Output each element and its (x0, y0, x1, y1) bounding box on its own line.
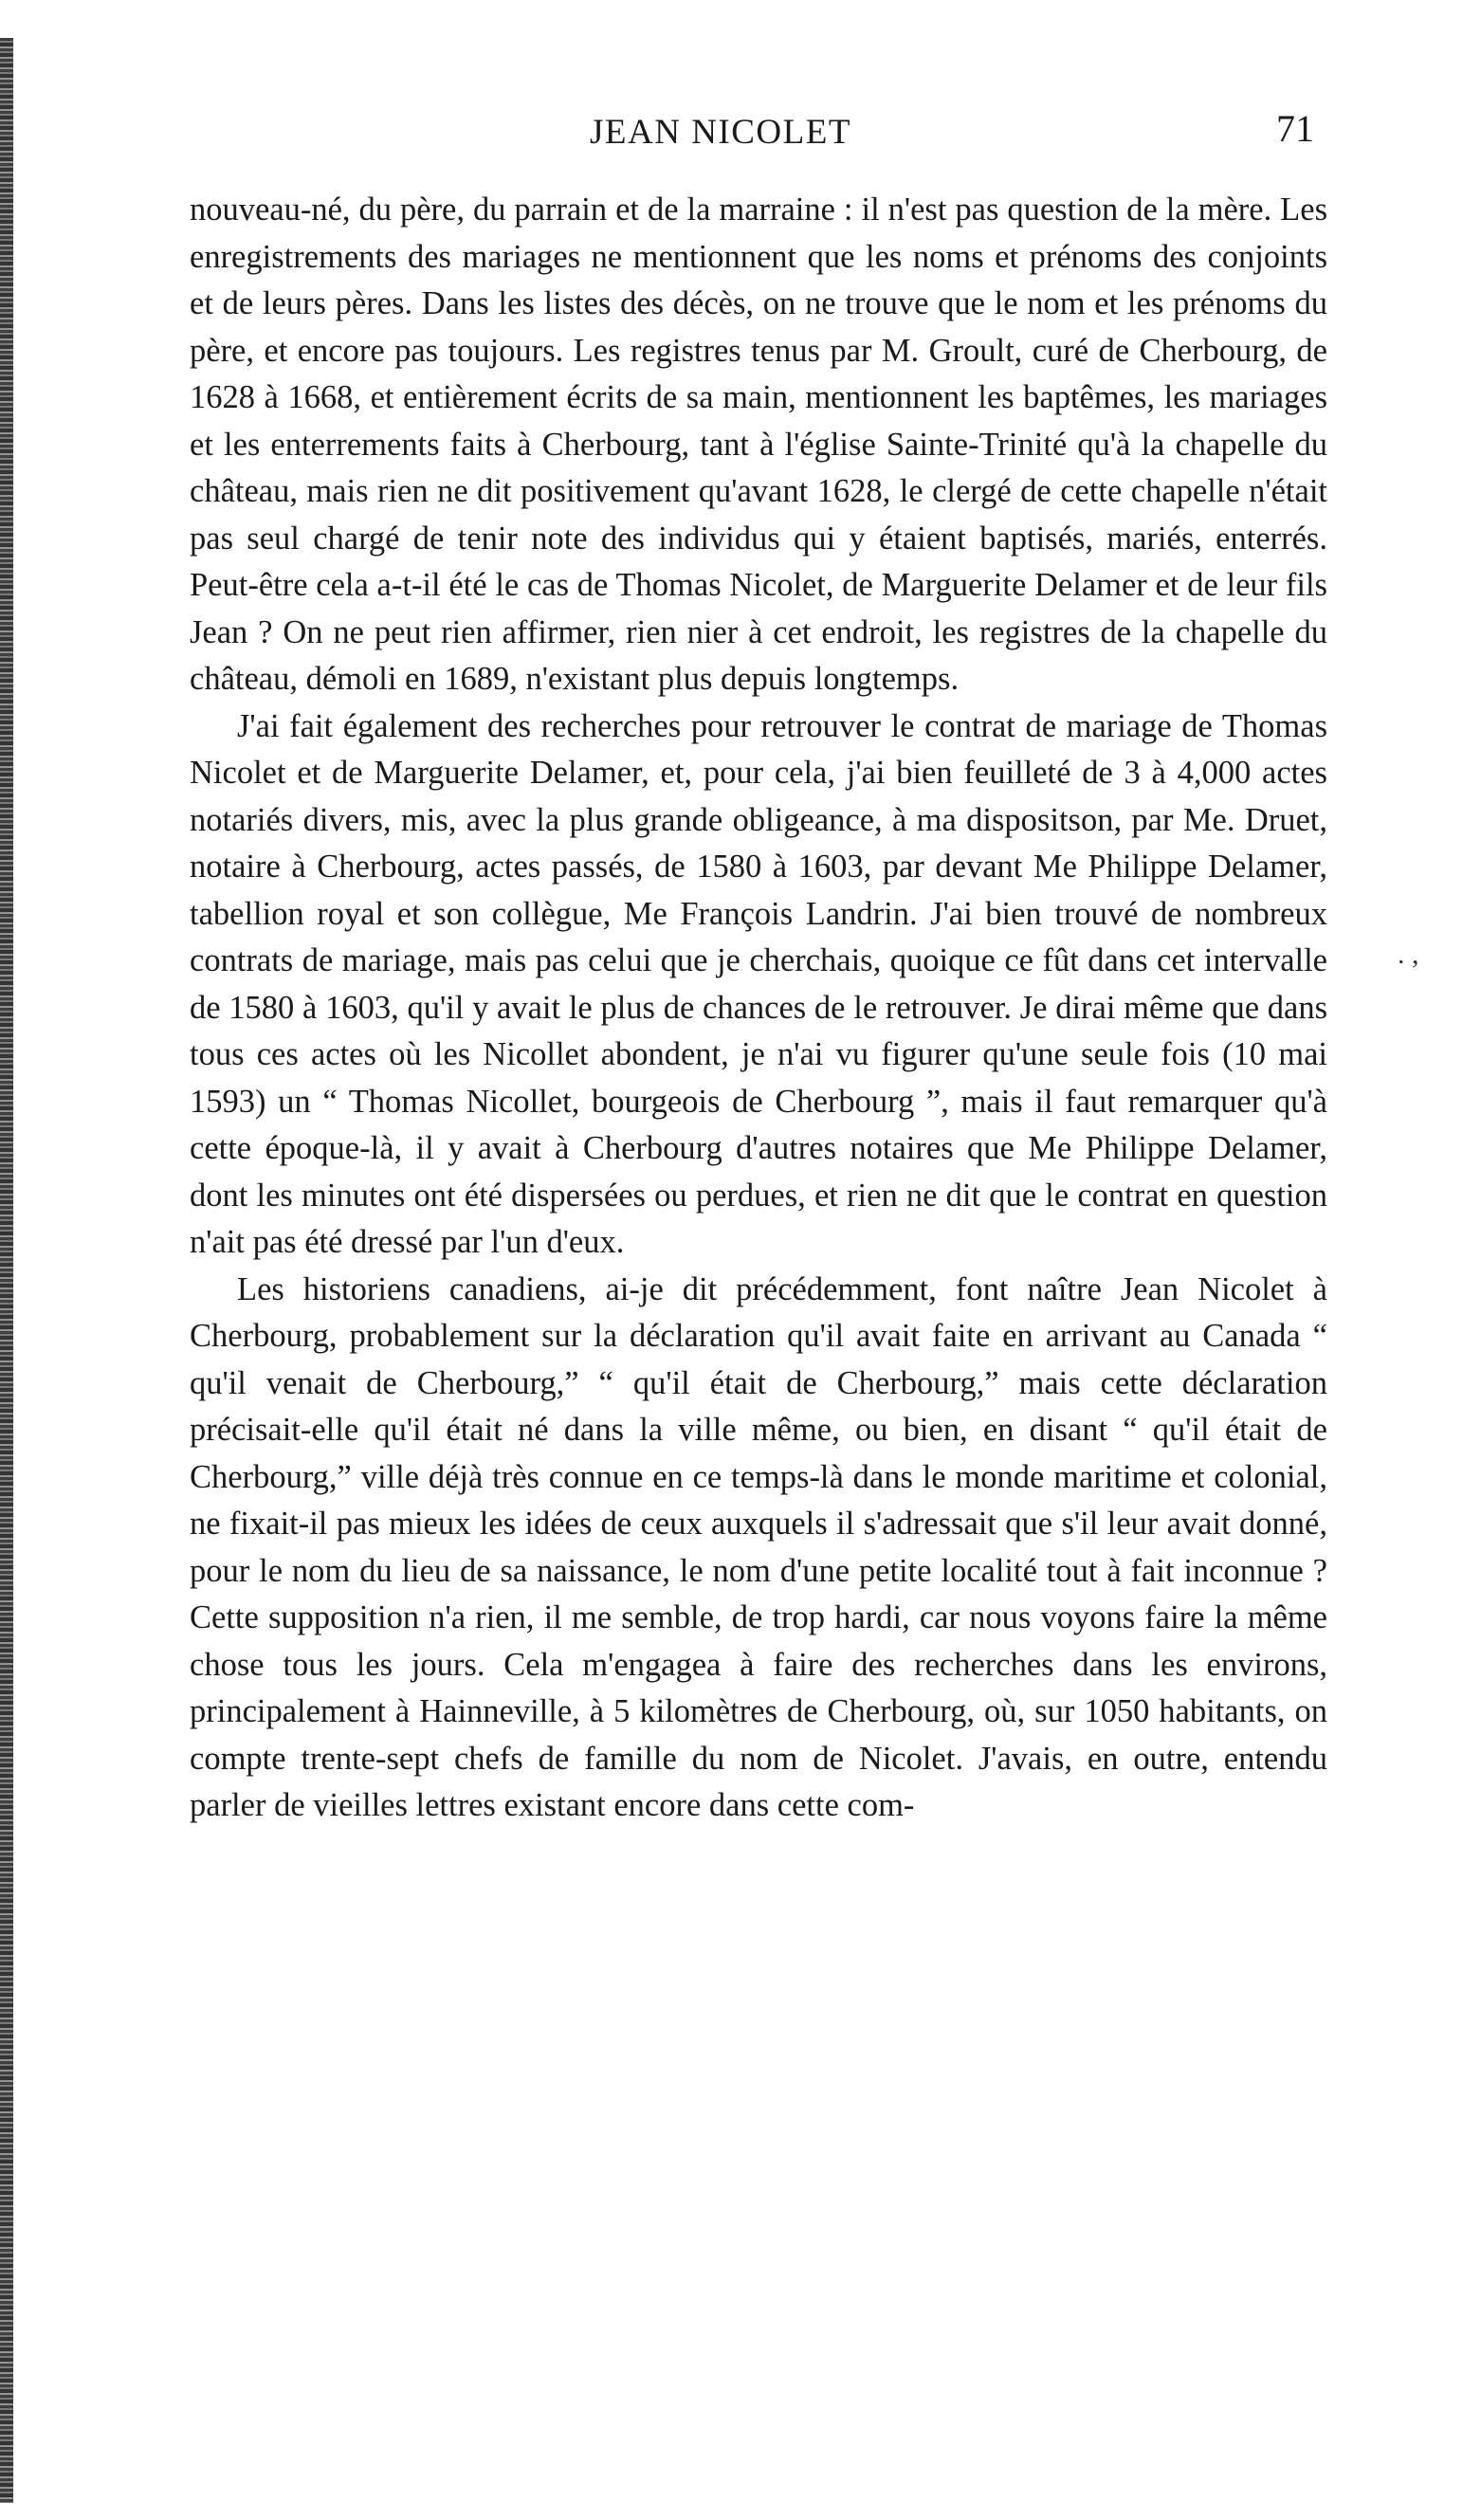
page-number: 71 (1276, 107, 1314, 150)
running-title: JEAN NICOLET (590, 113, 851, 152)
body-text (190, 187, 1327, 1830)
margin-mark: . , (1398, 939, 1419, 970)
page-binding-edge (0, 38, 13, 2503)
paragraph-3: Les historiens canadiens, ai-je dit précédemment, font naître Jean Nicolet à Cherbourg, probablement sur la déclaration qu'il avait faite en arrivant au Canada “ qu'il venait de Cherbourg,” “ qu'il était de Cherbourg,” mais cette déclaration précisait-elle qu'il était né dans la ville même, ou bien, en disant “ qu'il était de Cherbourg,” ville déjà très connue en ce temps-là dans le monde maritime et colonial, ne fixait-il pas mieux les idées de ceux auxquels il s'adressait que s'il leur avait donné, pour le nom du lieu de sa naissance, le nom d'une petite localité tout à fait inconnue ? Cette supposition n'a rien, il me semble, de trop hardi, car nous voyons faire la même chose tous les jours. Cela m'engagea à faire des recherches dans les environs, principalement à Hainneville, à 5 kilomètres de Cherbourg, où, sur 1050 habitants, on compte trente-sept chefs de famille du nom de Nicolet. J'avais, en outre, entendu parler de vieilles lettres existant encore dans cette com- (190, 1270, 1327, 1823)
paragraph-1: nouveau-né, du père, du parrain et de la marraine : il n'est pas question de la mère. Les enregistrements des mariages ne mentionnent que les noms et prénoms des conjoints et de leurs pères. Dans les listes des décès, on ne trouve que le nom et les prénoms du père, et encore pas toujours. Les registres tenus par M. Groult, curé de Cherbourg, de 1628 à 1668, et entièrement écrits de sa main, mentionnent les baptêmes, les mariages et les enterrements faits à Cherbourg, tant à l'église Sainte-Trinité qu'à la chapelle du château, mais rien ne dit positivement qu'avant 1628, le clergé de cette chapelle n'était pas seul chargé de tenir note des individus qui y étaient baptisés, mariés, enterrés. Peut-être cela a-t-il été le cas de Thomas Nicolet, de Marguerite Delamer et de leur fils Jean ? On ne peut rien affirmer, rien nier à cet endroit, les registres de la chapelle du château, démoli en 1689, n'existant plus depuis longtemps. (190, 192, 1327, 697)
paragraph-2: J'ai fait également des recherches pour retrouver le contrat de mariage de Thomas Nicolet et de Marguerite Delamer, et, pour cela, j'ai bien feuilleté de 3 à 4,000 actes notariés divers, mis, avec la plus grande obligeance, à ma dispositson, par Me. Druet, notaire à Cherbourg, actes passés, de 1580 à 1603, par devant Me Philippe Delamer, tabellion royal et son collègue, Me François Landrin. J'ai bien trouvé de nombreux contrats de mariage, mais pas celui que je cherchais, quoique ce fût dans cet intervalle de 1580 à 1603, qu'il y avait le plus de chances de le retrouver. Je dirai même que dans tous ces actes où les Nicollet abondent, je n'ai vu figurer qu'une seule fois (10 mai 1593) un “ Thomas Nicollet, bourgeois de Cherbourg ”, mais il faut remarquer qu'à cette époque-là, il y avait à Cherbourg d'autres notaires que Me Philippe Delamer, dont les minutes ont été dispersées ou perdues, et rien ne dit que le contrat en question n'ait pas été dressé par l'un d'eux. (190, 707, 1327, 1260)
page-header (0, 107, 1481, 169)
